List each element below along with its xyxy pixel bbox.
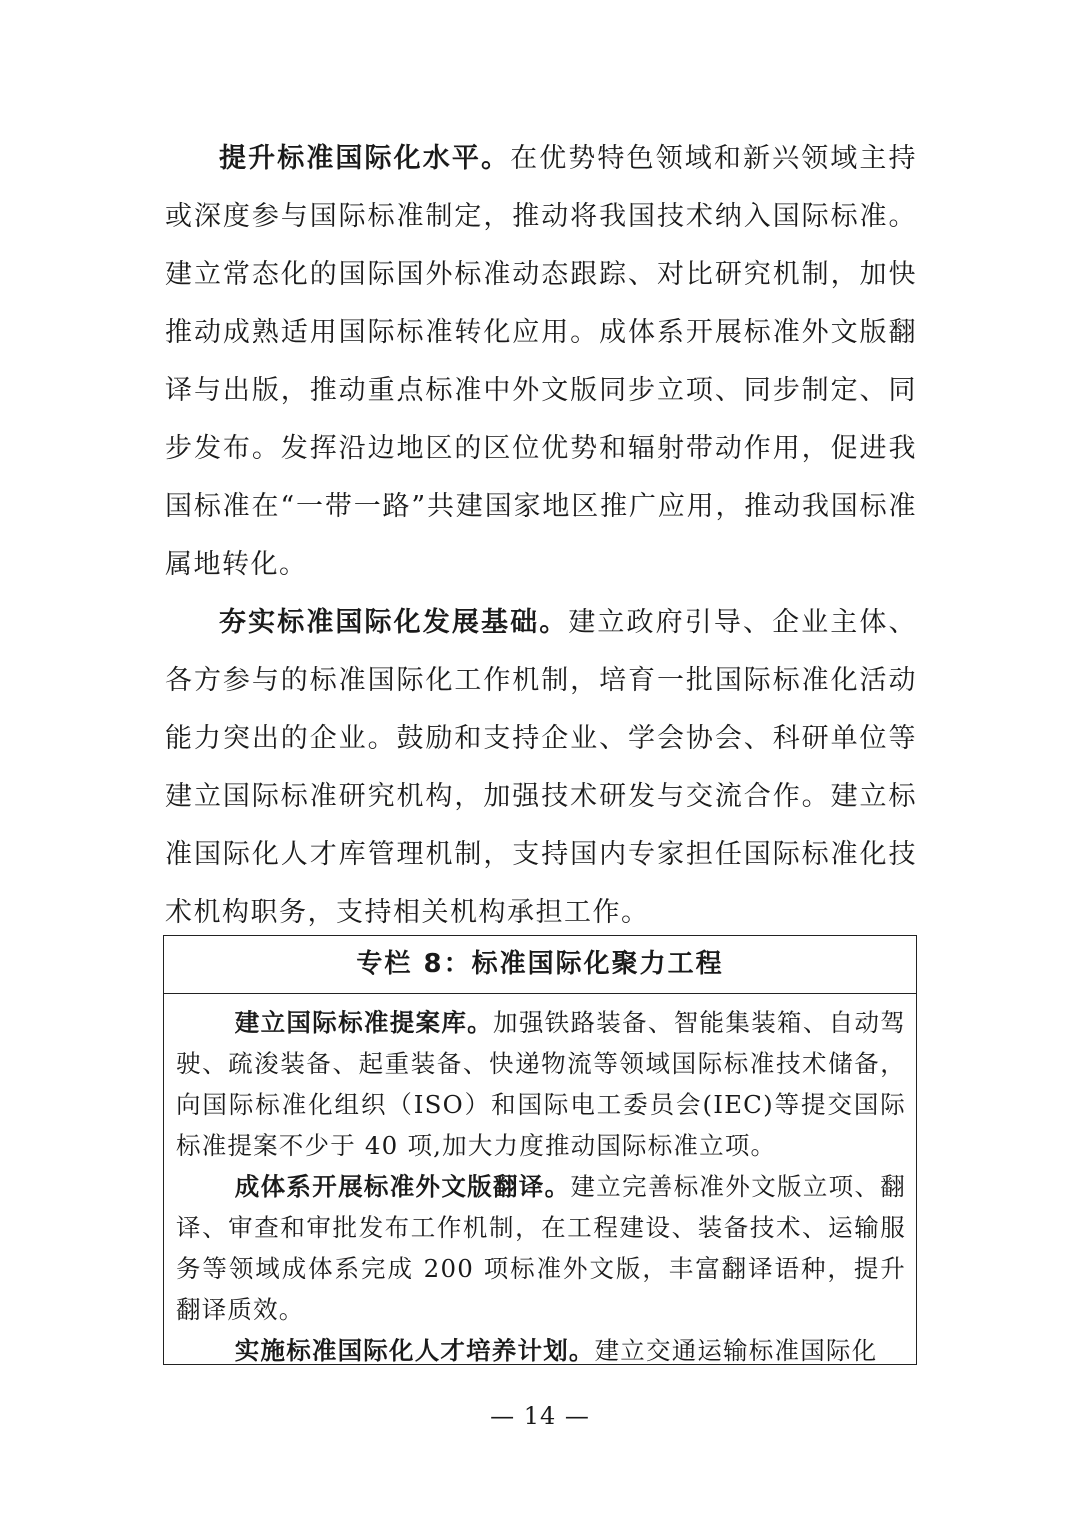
box-item-text: 加强铁路装备、智能集装箱、自动驾驶、疏浚装备、起重装备、快递物流等领域国际标准技术储备，向国际标准化组织（ISO）和国际电工委员会(IEC)等提交国际标准提案不少于 40 项,加大力度推动国际标准立项。	[176, 1008, 906, 1160]
column-box	[163, 935, 917, 1365]
box-item-text: 建立交通运输标准国际化	[594, 1336, 878, 1365]
paragraph-lead: 提升标准国际化水平。	[219, 143, 511, 174]
box-item-text: 建立完善标准外文版立项、翻译、审查和审批发布工作机制，在工程建设、装备技术、运输服务等领域成体系完成 200 项标准外文版，丰富翻译语种，提升翻译质效。	[176, 1172, 906, 1324]
column-box-title: 专栏 8：标准国际化聚力工程	[164, 936, 916, 994]
paragraph-text: 在优势特色领域和新兴领域主持或深度参与国际标准制定，推动将我国技术纳入国际标准。建立常态化的国际国外标准动态跟踪、对比研究机制，加快推动成熟适用国际标准转化应用。成体系开展标准外文版翻译与出版，推动重点标准中外文版同步立项、同步制定、同步发布。发挥沿边地区的区位优势和辐射带动作用，促进我国标准在“一带一路”共建国家地区推广应用，推动我国标准属地转化。	[165, 143, 918, 580]
paragraph-text: 建立政府引导、企业主体、各方参与的标准国际化工作机制，培育一批国际标准化活动能力突出的企业。鼓励和支持企业、学会协会、科研单位等建立国际标准研究机构，加强技术研发与交流合作。建立标准国际化人才库管理机制，支持国内专家担任国际标准化技术机构职务，支持相关机构承担工作。	[165, 607, 918, 928]
paragraph-lead: 夯实标准国际化发展基础。	[219, 607, 569, 638]
box-item	[176, 1002, 906, 1166]
box-item-lead: 实施标准国际化人才培养计划。	[234, 1336, 595, 1365]
column-box-body	[164, 994, 916, 1365]
box-item-lead: 成体系开展标准外文版翻译。	[234, 1172, 571, 1201]
paragraph-foundation	[165, 594, 917, 942]
page-number: — 14 —	[490, 1402, 590, 1430]
box-item-lead: 建立国际标准提案库。	[234, 1008, 493, 1037]
box-item	[176, 1330, 906, 1365]
main-text	[165, 130, 917, 942]
box-item	[176, 1166, 906, 1330]
paragraph-standard-internationalization	[165, 130, 917, 594]
